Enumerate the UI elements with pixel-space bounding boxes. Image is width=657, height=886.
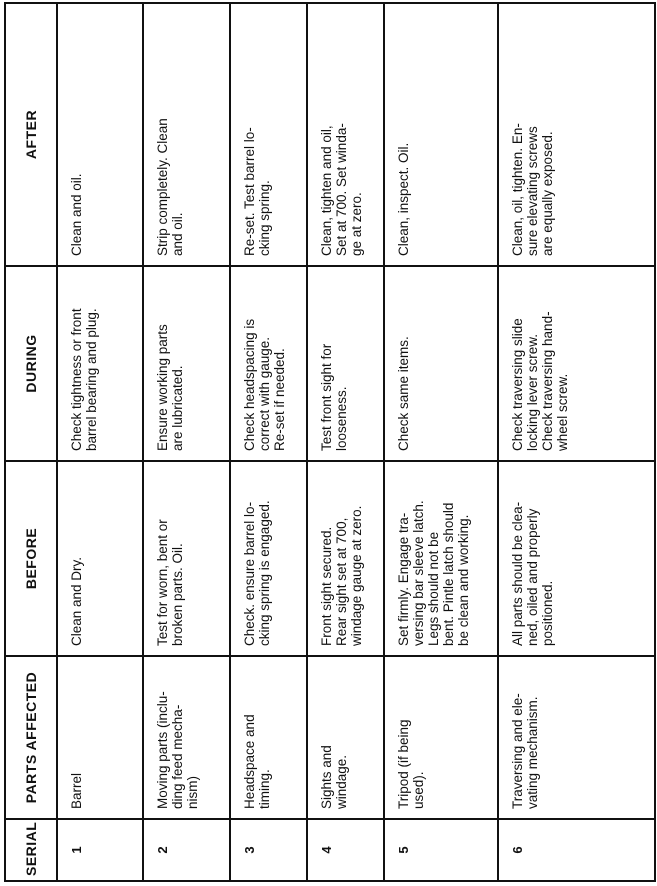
parts-affected-text: Traversing and ele- vating mechanism. (510, 693, 540, 809)
header-row (5, 3, 57, 881)
during-cell (498, 266, 655, 461)
during-cell (384, 266, 498, 461)
header-parts-affected: PARTS AFFECTED (5, 656, 57, 819)
header-during: DURING (5, 266, 57, 461)
parts-affected-text: Headspace and timing. (242, 714, 272, 809)
during-text: Check same items. (396, 336, 411, 451)
parts-affected-text: Tripod (if being used). (396, 719, 426, 809)
after-text: Clean and oil. (69, 173, 84, 256)
table-row (143, 3, 230, 881)
serial-cell: 5 (384, 819, 498, 881)
before-cell (384, 461, 498, 656)
serial-cell: 2 (143, 819, 230, 881)
after-cell (57, 3, 143, 266)
table-row (230, 3, 307, 881)
serial-cell: 6 (498, 819, 655, 881)
header-before: BEFORE (5, 461, 57, 656)
table-row (498, 3, 655, 881)
before-cell (57, 461, 143, 656)
during-cell (307, 266, 384, 461)
during-cell (57, 266, 143, 461)
before-text: Check. ensure barrel lo- cking spring is engaged. (242, 500, 272, 646)
during-cell (230, 266, 307, 461)
during-text: Check headspacing is correct with gauge. Re-set if needed. (242, 318, 287, 451)
before-text: All parts should be clea- ned, oiled and properly positioned. (510, 501, 555, 646)
parts-affected-cell (230, 656, 307, 819)
header-after: AFTER (5, 3, 57, 266)
after-text: Clean, inspect. Oil. (396, 142, 411, 256)
serial-cell: 4 (307, 819, 384, 881)
serial-cell: 1 (57, 819, 143, 881)
after-cell (143, 3, 230, 266)
table-row (57, 3, 143, 881)
during-text: Check tightness or front barrel bearing and plug. (69, 308, 99, 451)
parts-affected-cell (57, 656, 143, 819)
parts-affected-text: Barrel (69, 772, 84, 809)
before-text: Front sight secured. Rear sight set at 700, windage gauge at zero. (319, 505, 364, 646)
table-row (384, 3, 498, 881)
parts-affected-cell (384, 656, 498, 819)
after-cell (307, 3, 384, 266)
before-text: Test for worn, bent or broken parts. Oil. (155, 519, 185, 646)
parts-affected-cell (143, 656, 230, 819)
during-text: Check traversing slide locking lever screw. Check traversing hand- wheel screw. (510, 311, 570, 451)
parts-affected-text: Moving parts (inclu- ding feed mecha- nism) (155, 691, 200, 809)
after-text: Clean, tighten and oil, Set at 700. Set winda- ge at zero. (319, 123, 364, 256)
during-text: Ensure working parts are lubricated. (155, 324, 185, 451)
after-text: Clean, oil, tighten. En- sure elevating screws are equally exposed. (510, 123, 555, 256)
after-text: Strip completely. Clean and oil. (155, 118, 185, 256)
parts-affected-cell (307, 656, 384, 819)
after-cell (230, 3, 307, 266)
header-serial: SERIAL (5, 819, 57, 881)
before-cell (498, 461, 655, 656)
before-text: Set firmly. Engage tra- versing bar sleeve latch. Legs should not be bent. Pintle latch should be clean and working. (396, 500, 471, 646)
after-cell (498, 3, 655, 266)
before-text: Clean and Dry. (69, 556, 84, 646)
parts-affected-text: Sights and windage. (319, 745, 349, 809)
table-row (307, 3, 384, 881)
during-cell (143, 266, 230, 461)
maintenance-table (4, 2, 656, 882)
parts-affected-cell (498, 656, 655, 819)
serial-cell: 3 (230, 819, 307, 881)
before-cell (307, 461, 384, 656)
after-text: Re-set. Test barrel lo- cking spring. (242, 127, 272, 256)
before-cell (143, 461, 230, 656)
during-text: Test front sight for looseness. (319, 343, 349, 451)
rotated-table-container (4, 4, 654, 882)
after-cell (384, 3, 498, 266)
before-cell (230, 461, 307, 656)
